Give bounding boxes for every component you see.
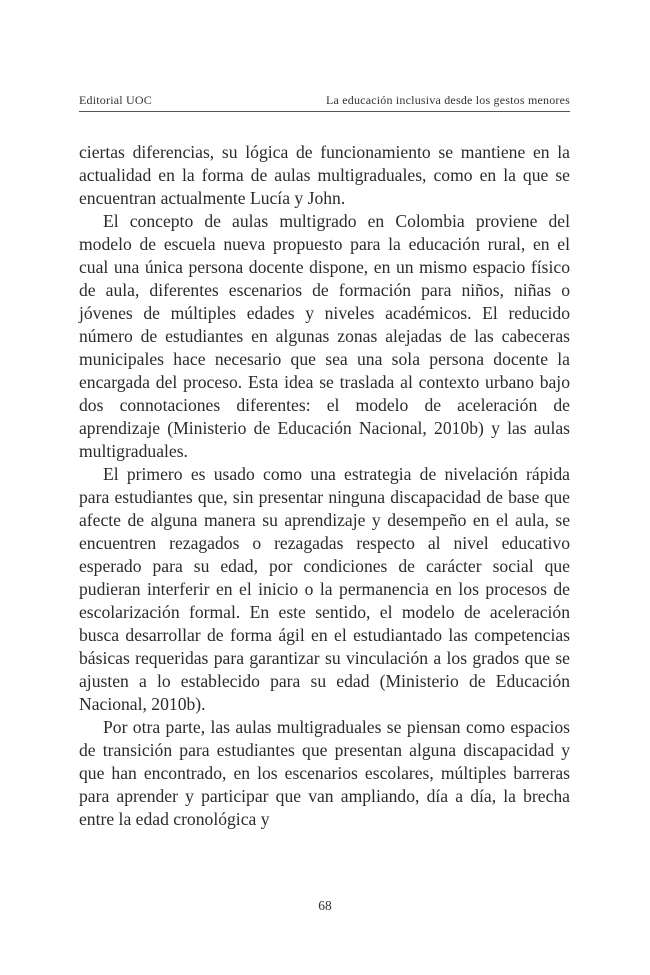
running-header <box>79 91 570 112</box>
paragraph-aulas-multigraduales: Por otra parte, las aulas multigraduales se piensan como espacios de transición para estudiantes que presentan alguna discapacidad y que han encontrado, en los escenarios escolares, múltiples barreras para aprender y participar que van ampliando, día a día, la brecha entre la edad cronológica y <box>79 717 570 829</box>
paragraph-aulas-multigrado: El concepto de aulas multigrado en Colombia proviene del modelo de escuela nueva propuesto para la educación rural, en el cual una única persona docente dispone, en un mismo espacio físico de aula, diferentes escenarios de formación para niños, niñas o jóvenes de múltiples edades y niveles académicos. El reducido número de estudiantes en algunas zonas alejadas de las cabeceras municipales hace necesario que sea una sola persona docente la encargada del proceso. Esta idea se traslada al contexto urbano bajo dos connotaciones diferentes: el modelo de aceleración de aprendizaje (Ministerio de Educación Nacional, 2010b) y las aulas multigraduales. <box>79 211 570 461</box>
body-text <box>79 141 570 831</box>
page-number: 68 <box>318 898 332 913</box>
header-book-title: La educación inclusiva desde los gestos menores <box>326 93 570 107</box>
paragraph-modelo-aceleracion: El primero es usado como una estrategia de nivelación rápida para estudiantes que, sin presentar ninguna discapacidad de base que afecte de alguna manera su aprendizaje y desempeño en el aula, se encuentren rezagados o rezagadas respecto al nivel educativo esperado para su edad, por condiciones de carácter social que pudieran interferir en el inicio o la permanencia en los procesos de escolarización formal. En este sentido, el modelo de aceleración busca desarrollar de forma ágil en el estudiantado las competencias básicas requeridas para garantizar su vinculación a los grados que se ajusten a lo establecido para su edad (Ministerio de Educación Nacional, 2010b). <box>79 464 570 714</box>
header-publisher: Editorial UOC <box>79 93 152 107</box>
paragraph-continuation: ciertas diferencias, su lógica de funcionamiento se mantiene en la actualidad en la forma de aulas multigraduales, como en la que se encuentran actualmente Lucía y John. <box>79 142 570 208</box>
